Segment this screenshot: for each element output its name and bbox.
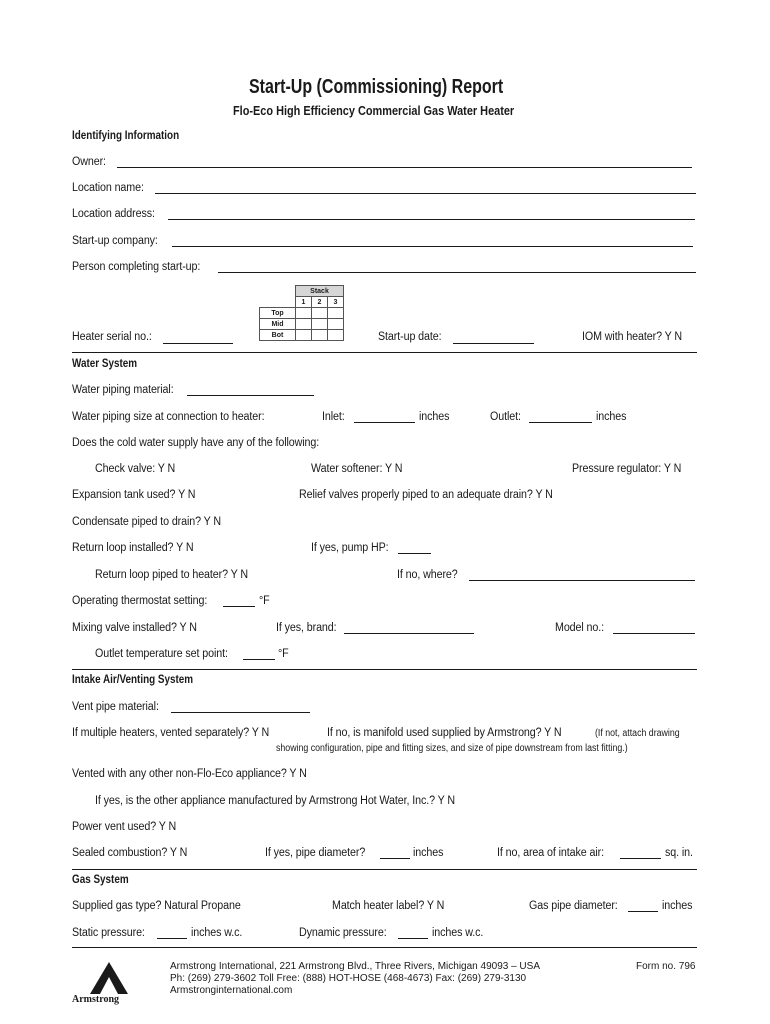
stack-cell[interactable] bbox=[296, 308, 312, 319]
form-number: Form no. 796 bbox=[636, 961, 696, 972]
mixing-valve-question[interactable]: Mixing valve installed? Y N bbox=[72, 622, 197, 634]
outlet-label: Outlet: bbox=[490, 411, 521, 423]
thermostat-label: Operating thermostat setting: bbox=[72, 595, 208, 607]
footer-divider bbox=[72, 947, 697, 948]
armstrong-logo-icon bbox=[84, 960, 134, 996]
outlet-temp-unit: °F bbox=[278, 648, 289, 660]
return-loop-piped-question[interactable]: Return loop piped to heater? Y N bbox=[95, 569, 249, 581]
model-field[interactable] bbox=[613, 633, 695, 634]
heater-serial-field[interactable] bbox=[163, 343, 233, 344]
person-label: Person completing start-up: bbox=[72, 261, 201, 273]
vented-other-question[interactable]: Vented with any other non-Flo-Eco appliance? Y N bbox=[72, 768, 307, 780]
location-address-field[interactable] bbox=[168, 219, 695, 220]
model-label: Model no.: bbox=[555, 622, 605, 634]
owner-field[interactable] bbox=[117, 167, 692, 168]
pump-hp-field[interactable] bbox=[398, 553, 431, 554]
expansion-tank-question[interactable]: Expansion tank used? Y N bbox=[72, 489, 196, 501]
multiple-heaters-question[interactable]: If multiple heaters, vented separately? Y N bbox=[72, 727, 270, 739]
other-manufactured-question[interactable]: If yes, is the other appliance manufactured by Armstrong Hot Water, Inc.? Y N bbox=[95, 795, 456, 807]
stack-header: Stack bbox=[296, 286, 344, 297]
sealed-combustion-question[interactable]: Sealed combustion? Y N bbox=[72, 847, 188, 859]
condensate-question[interactable]: Condensate piped to drain? Y N bbox=[72, 516, 222, 528]
stack-cell[interactable] bbox=[328, 319, 344, 330]
stack-col-2: 2 bbox=[312, 297, 328, 308]
stack-cell[interactable] bbox=[312, 319, 328, 330]
pipe-diameter-unit: inches bbox=[413, 847, 444, 859]
armstrong-logo-text: Armstrong bbox=[72, 994, 120, 1005]
heater-serial-label: Heater serial no.: bbox=[72, 331, 152, 343]
brand-label: If yes, brand: bbox=[276, 622, 337, 634]
stack-cell[interactable] bbox=[296, 319, 312, 330]
footer-web[interactable]: Armstronginternational.com bbox=[170, 985, 293, 996]
match-label-question[interactable]: Match heater label? Y N bbox=[332, 900, 445, 912]
outlet-temp-label: Outlet temperature set point: bbox=[95, 648, 228, 660]
if-no-where-label: If no, where? bbox=[397, 569, 458, 581]
section-water-heading: Water System bbox=[72, 358, 138, 370]
armstrong-logo bbox=[72, 960, 142, 1004]
stack-cell[interactable] bbox=[296, 330, 312, 341]
stack-cell[interactable] bbox=[328, 308, 344, 319]
stack-col-1: 1 bbox=[296, 297, 312, 308]
section-identifying-heading: Identifying Information bbox=[72, 130, 180, 142]
pipe-diameter-label: If yes, pipe diameter? bbox=[265, 847, 366, 859]
dynamic-pressure-unit: inches w.c. bbox=[432, 927, 484, 939]
startup-company-field[interactable] bbox=[172, 246, 693, 247]
intake-area-unit: sq. in. bbox=[665, 847, 693, 859]
stack-cell[interactable] bbox=[312, 308, 328, 319]
brand-field[interactable] bbox=[344, 633, 474, 634]
pressure-regulator-question[interactable]: Pressure regulator: Y N bbox=[572, 463, 682, 475]
owner-label: Owner: bbox=[72, 156, 106, 168]
static-pressure-field[interactable] bbox=[157, 938, 187, 939]
startup-date-label: Start-up date: bbox=[378, 331, 442, 343]
section-intake-heading: Intake Air/Venting System bbox=[72, 674, 194, 686]
power-vent-question[interactable]: Power vent used? Y N bbox=[72, 821, 177, 833]
section-gas-heading: Gas System bbox=[72, 874, 129, 886]
water-piping-material-field[interactable] bbox=[187, 395, 314, 396]
inlet-field[interactable] bbox=[354, 422, 415, 423]
relief-valves-question[interactable]: Relief valves properly piped to an adequate drain? Y N bbox=[299, 489, 553, 501]
stack-grid bbox=[259, 285, 344, 341]
location-name-field[interactable] bbox=[155, 193, 696, 194]
thermostat-field[interactable] bbox=[223, 606, 255, 607]
stack-cell[interactable] bbox=[312, 330, 328, 341]
pipe-diameter-field[interactable] bbox=[380, 858, 410, 859]
startup-date-field[interactable] bbox=[453, 343, 534, 344]
stack-row-bot: Bot bbox=[260, 330, 296, 341]
water-softener-question[interactable]: Water softener: Y N bbox=[311, 463, 403, 475]
outlet-field[interactable] bbox=[529, 422, 592, 423]
gas-pipe-unit: inches bbox=[662, 900, 693, 912]
vent-material-label: Vent pipe material: bbox=[72, 701, 159, 713]
stack-row-top: Top bbox=[260, 308, 296, 319]
section-divider bbox=[72, 869, 697, 870]
stack-cell[interactable] bbox=[328, 330, 344, 341]
pump-hp-label: If yes, pump HP: bbox=[311, 542, 389, 554]
water-piping-material-label: Water piping material: bbox=[72, 384, 174, 396]
section-divider bbox=[72, 352, 697, 353]
outlet-unit: inches bbox=[596, 411, 627, 423]
static-pressure-unit: inches w.c. bbox=[191, 927, 243, 939]
outlet-temp-field[interactable] bbox=[243, 659, 275, 660]
stack-row-mid: Mid bbox=[260, 319, 296, 330]
person-field[interactable] bbox=[218, 272, 696, 273]
manifold-question[interactable]: If no, is manifold used supplied by Armstrong? Y N bbox=[327, 727, 562, 739]
thermostat-unit: °F bbox=[259, 595, 270, 607]
attach-note-end: showing configuration, pipe and fitting sizes, and size of pipe downstream from last fitting.) bbox=[276, 743, 628, 754]
gas-pipe-diameter-field[interactable] bbox=[628, 911, 658, 912]
page-title: Start-Up (Commissioning) Report bbox=[249, 76, 504, 98]
inlet-label: Inlet: bbox=[322, 411, 345, 423]
gas-pipe-diameter-label: Gas pipe diameter: bbox=[529, 900, 618, 912]
water-piping-size-label: Water piping size at connection to heater: bbox=[72, 411, 265, 423]
cold-supply-question: Does the cold water supply have any of the following: bbox=[72, 437, 320, 449]
footer-address: Armstrong International, 221 Armstrong Blvd., Three Rivers, Michigan 49093 – USA bbox=[170, 961, 540, 972]
startup-company-label: Start-up company: bbox=[72, 235, 158, 247]
stack-col-3: 3 bbox=[328, 297, 344, 308]
supplied-gas-question[interactable]: Supplied gas type? Natural Propane bbox=[72, 900, 241, 912]
page-subtitle: Flo-Eco High Efficiency Commercial Gas Water Heater bbox=[233, 103, 515, 118]
vent-material-field[interactable] bbox=[171, 712, 310, 713]
inlet-unit: inches bbox=[419, 411, 450, 423]
location-name-label: Location name: bbox=[72, 182, 144, 194]
attach-note-start: (If not, attach drawing bbox=[595, 728, 680, 739]
static-pressure-label: Static pressure: bbox=[72, 927, 145, 939]
section-divider bbox=[72, 669, 697, 670]
iom-question[interactable]: IOM with heater? Y N bbox=[582, 331, 682, 343]
return-loop-question[interactable]: Return loop installed? Y N bbox=[72, 542, 194, 554]
if-no-where-field[interactable] bbox=[469, 580, 695, 581]
intake-area-label: If no, area of intake air: bbox=[497, 847, 604, 859]
check-valve-question[interactable]: Check valve: Y N bbox=[95, 463, 176, 475]
intake-area-field[interactable] bbox=[620, 858, 661, 859]
dynamic-pressure-label: Dynamic pressure: bbox=[299, 927, 387, 939]
location-address-label: Location address: bbox=[72, 208, 155, 220]
dynamic-pressure-field[interactable] bbox=[398, 938, 428, 939]
footer-phone: Ph: (269) 279-3602 Toll Free: (888) HOT-HOSE (468-4673) Fax: (269) 279-3130 bbox=[170, 973, 527, 984]
